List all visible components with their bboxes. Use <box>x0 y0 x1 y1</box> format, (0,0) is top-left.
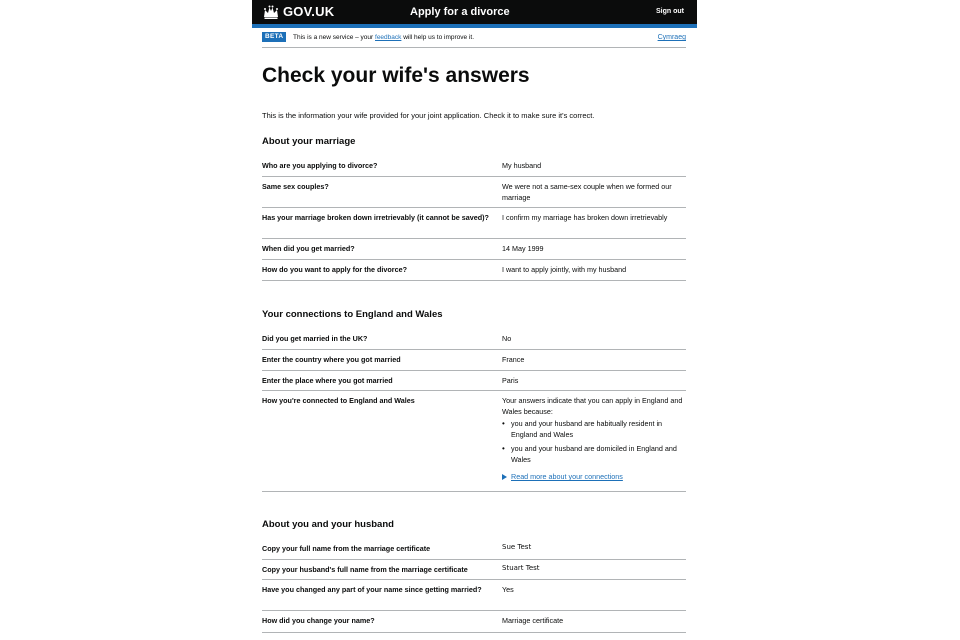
summary-key: Same sex couples? <box>262 182 329 191</box>
summary-list-marriage <box>262 156 686 281</box>
summary-row <box>262 580 686 611</box>
summary-value: 14 May 1999 <box>502 244 544 253</box>
summary-row <box>262 611 686 633</box>
summary-value-connections <box>502 391 686 491</box>
list-item: • you and your husband are domiciled in England and Wales <box>502 443 686 465</box>
summary-row <box>262 539 686 560</box>
logo-text: GOV.UK <box>283 4 335 19</box>
connections-explanation: Your answers indicate that you can apply in England and Wales because: <box>502 396 683 416</box>
summary-key: Enter the place where you got married <box>262 376 393 385</box>
phase-text-after: will help us to improve it. <box>401 34 475 41</box>
section-heading-connections: Your connections to England and Wales <box>262 309 443 320</box>
list-item: • you and your husband are habitually resident in England and Wales <box>502 418 686 440</box>
summary-row <box>262 177 686 208</box>
summary-row <box>262 208 686 239</box>
summary-value: Marriage certificate <box>502 616 564 625</box>
govuk-header <box>252 0 697 24</box>
summary-value: Paris <box>502 376 519 385</box>
summary-list-you-and-husband <box>262 539 686 633</box>
summary-row <box>262 260 686 281</box>
summary-key: How you're connected to England and Wales <box>262 396 415 405</box>
intro-text: This is the information your wife provided for your joint application. Check it to make sure it's correct. <box>262 111 595 120</box>
section-heading-you-and-husband: About you and your husband <box>262 519 394 530</box>
summary-value: I want to apply jointly, with my husband <box>502 265 627 274</box>
summary-key: Have you changed any part of your name since getting married? <box>262 585 482 594</box>
summary-row <box>262 560 686 580</box>
summary-value: I confirm my marriage has broken down irretrievably <box>502 213 668 222</box>
summary-value: France <box>502 355 525 364</box>
summary-row <box>262 156 686 177</box>
sign-out-link[interactable]: Sign out <box>656 8 684 15</box>
summary-value: Sue Test <box>502 543 532 551</box>
summary-key: How did you change your name? <box>262 616 375 625</box>
read-more-connections-link[interactable]: Read more about your connections <box>511 472 623 481</box>
summary-key: Copy your full name from the marriage certificate <box>262 544 431 553</box>
summary-row <box>262 329 686 350</box>
summary-list-connections <box>262 329 686 492</box>
summary-row <box>262 350 686 371</box>
language-toggle <box>658 33 686 42</box>
details-connections[interactable] <box>502 471 686 482</box>
crown-icon <box>263 5 279 19</box>
connections-bullet-list <box>502 418 686 465</box>
summary-row <box>262 371 686 391</box>
summary-key: How do you want to apply for the divorce? <box>262 265 407 274</box>
summary-row <box>262 239 686 260</box>
page <box>252 0 697 640</box>
summary-key: Enter the country where you got married <box>262 355 401 364</box>
phase-banner-text <box>293 33 474 42</box>
summary-value: We were not a same-sex couple when we formed our marriage <box>502 182 672 202</box>
summary-key: Copy your husband's full name from the marriage certificate <box>262 565 468 574</box>
summary-key: Who are you applying to divorce? <box>262 161 378 170</box>
page-title: Check your wife's answers <box>262 64 530 87</box>
section-heading-marriage: About your marriage <box>262 136 356 147</box>
summary-value: No <box>502 334 512 343</box>
summary-value: My husband <box>502 161 542 170</box>
cymraeg-link[interactable]: Cymraeg <box>657 34 686 41</box>
feedback-link[interactable]: feedback <box>375 34 402 41</box>
beta-tag: BETA <box>262 32 286 42</box>
triangle-right-icon <box>502 474 507 480</box>
phase-banner-divider <box>262 47 686 48</box>
summary-value: Stuart Test <box>502 564 540 572</box>
summary-key: Did you get married in the UK? <box>262 334 368 343</box>
phase-banner <box>262 31 686 47</box>
phase-text-before: This is a new service – your <box>293 34 376 41</box>
service-name-link[interactable]: Apply for a divorce <box>410 6 510 18</box>
summary-key: When did you get married? <box>262 244 355 253</box>
govuk-logo-link[interactable] <box>263 4 334 20</box>
summary-key: Has your marriage broken down irretrievably (it cannot be saved)? <box>262 213 489 222</box>
summary-row <box>262 391 686 492</box>
summary-value: Yes <box>502 585 514 594</box>
header-blue-bar <box>252 24 697 28</box>
